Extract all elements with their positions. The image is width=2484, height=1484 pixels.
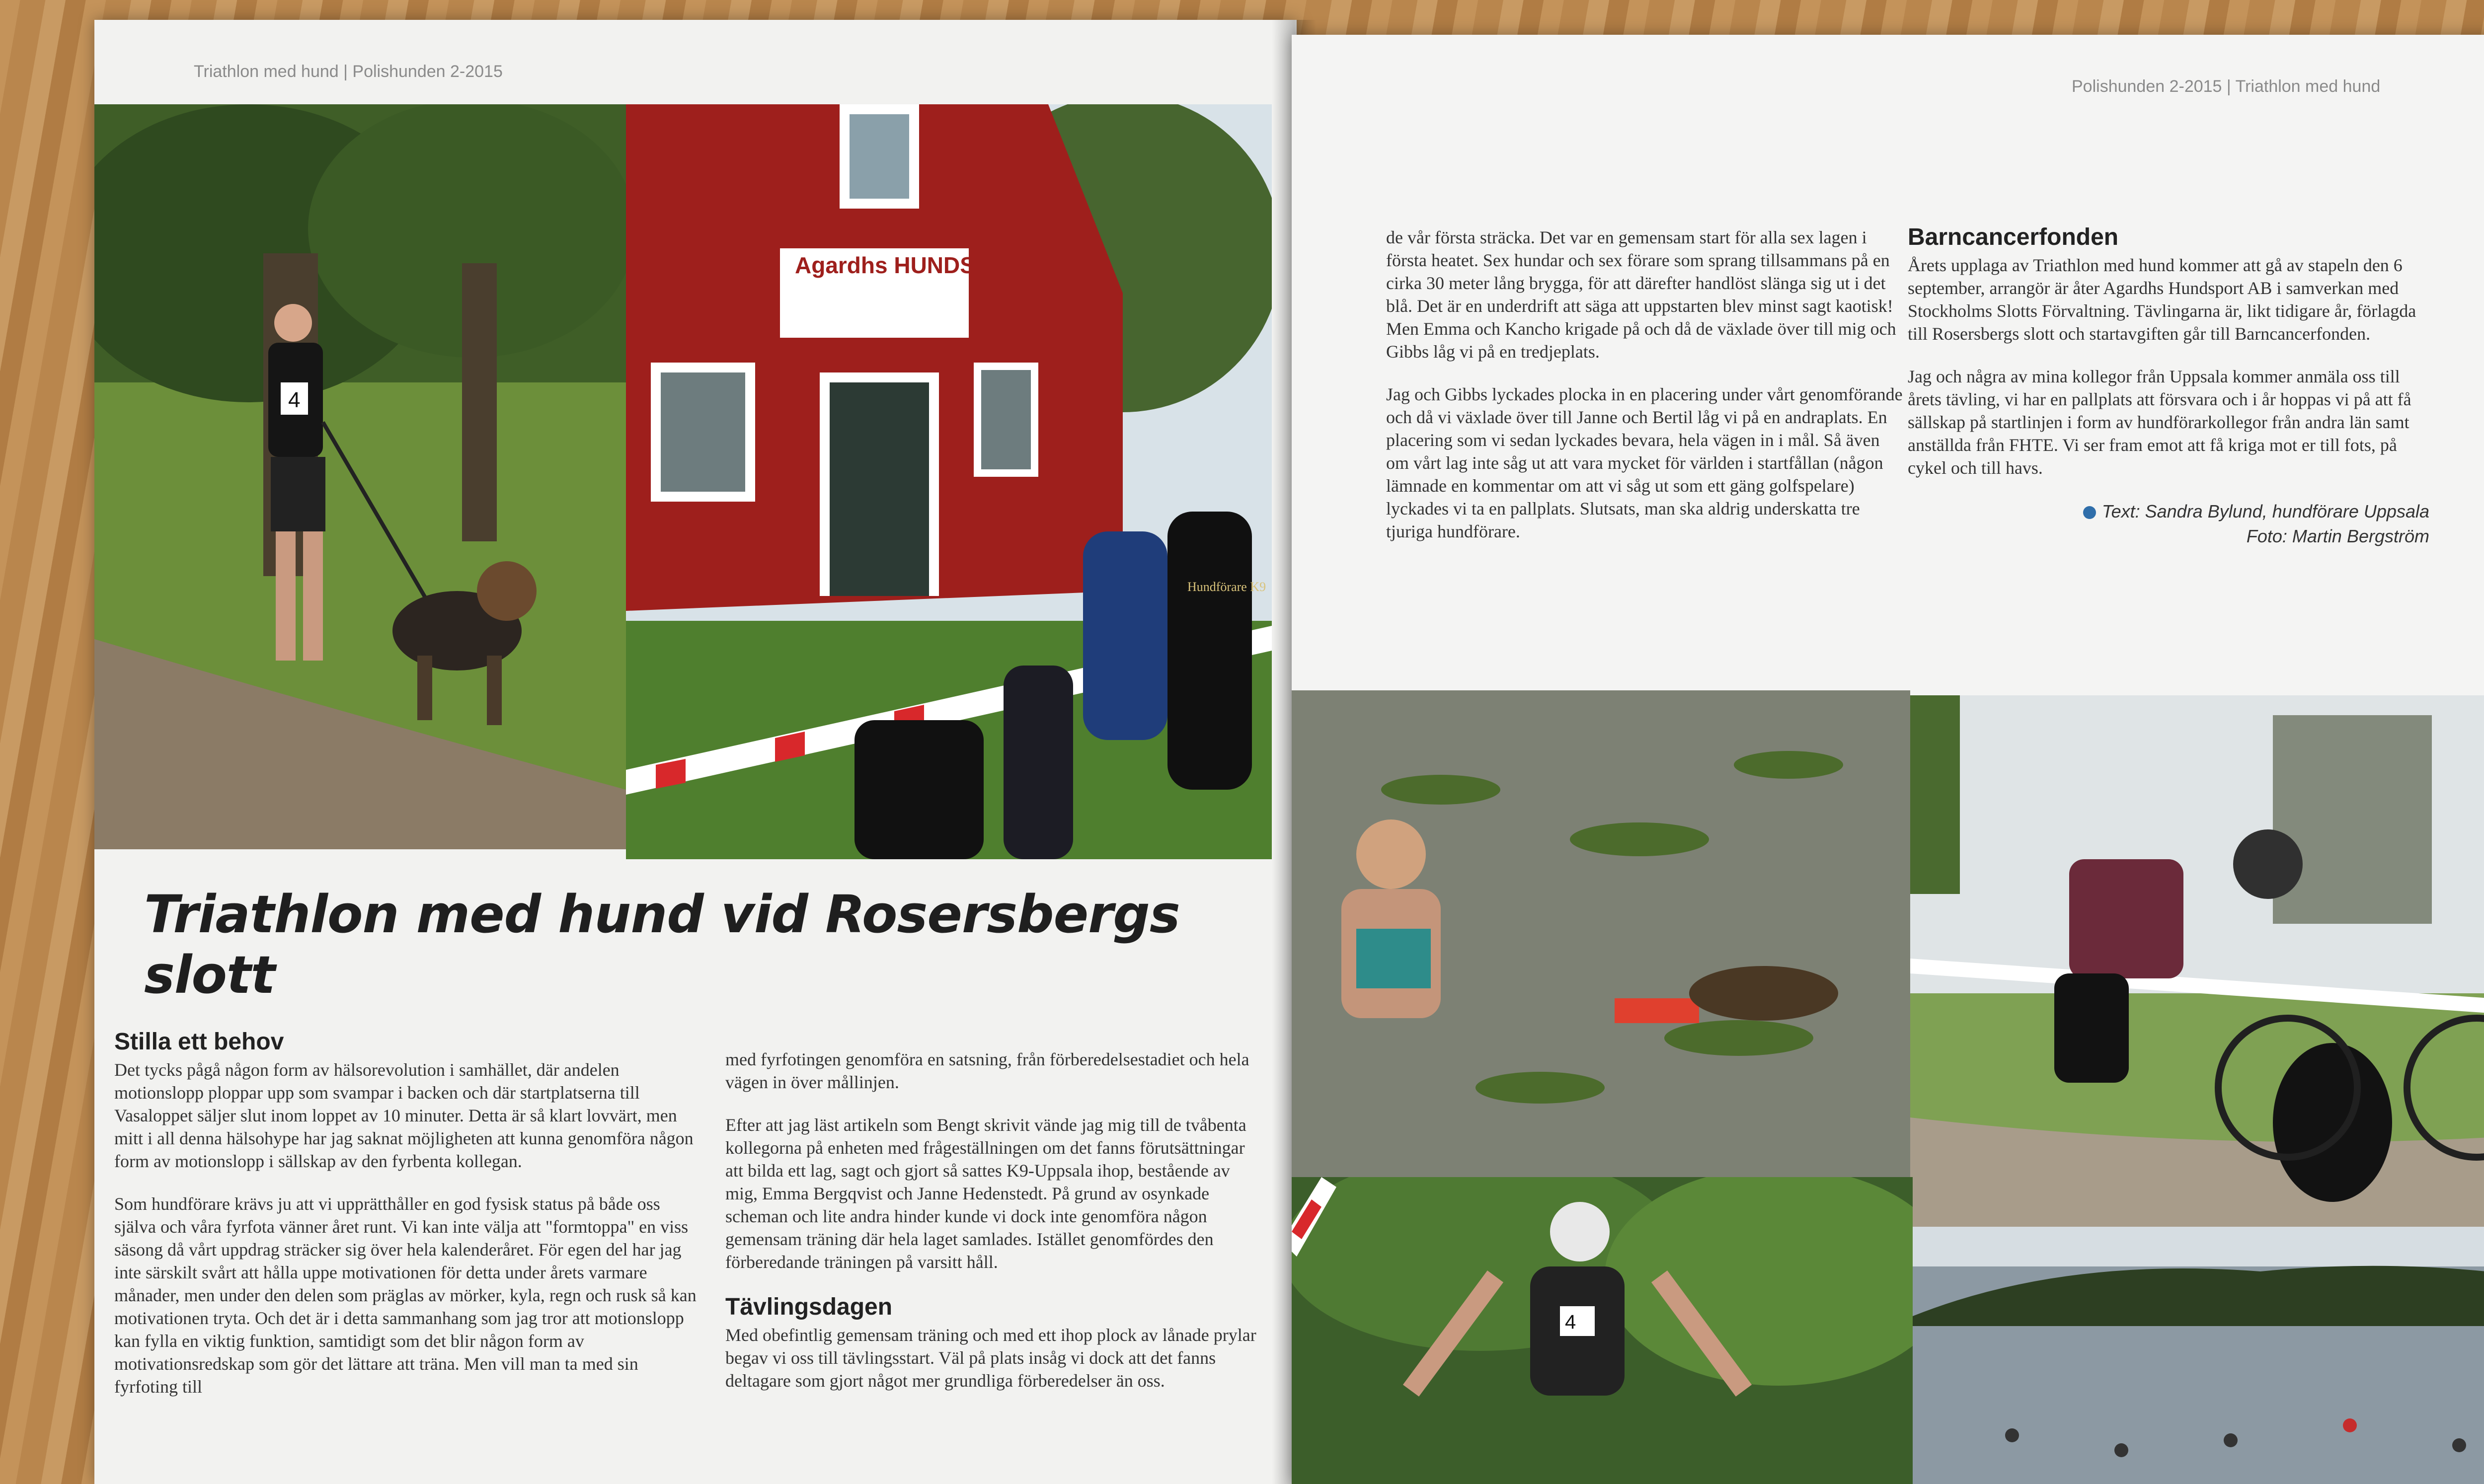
photo-red-barn-hundsport [626, 104, 1272, 859]
paragraph: de vår första sträcka. Det var en gemensam start för alla sex lagen i första heatet. Sex hundar och sex förare som sprang tillsammans på en cirka 30 meter lång brygga, för att därefter handlöst slänga sig ut i det blå. Det är en underdrift att säga att uppstarten blev minst sagt kaotisk! Men Emma och Kancho krigade på och då de växlade över till mig och Gibbs låg vi på en tredjeplats. [1386, 227, 1896, 362]
paragraph: Det tycks pågå någon form av hälsorevolution i samhället, där andelen motionslopp ploppar upp som svampar i backen och där startplatserna till Vasaloppet säljer slut inom loppet av 10 minuter. Detta är så klart lovvärt, men mitt i all denna hälsohype har jag saknat möjligheten att kunna genomföra någon form av motionslopp i sällskap av den fyrbenta kollegan. [114, 1060, 694, 1171]
paragraph: Efter att jag läst artikeln som Bengt skrivit vände jag mig till de tvåbenta kollegorna på enheten med frågeställningen om det fanns förutsättningar att bilda ett lag, sagt och gjort så sattes K9-Uppsala ihop, bestående av mig, Emma Bergqvist och Janne Hedenstedt. På grund av osynkade scheman och lite andra hinder kunde vi dock inte genomföra någon gemensam träning där hela laget samlades. Istället genomfördes den förberedande träningen på varsitt håll. [725, 1115, 1246, 1272]
bullet-dot-icon [2083, 506, 2096, 519]
article-column-2 [725, 1048, 1262, 1412]
right-text-column-2 [1908, 223, 2429, 549]
paragraph: Med obefintlig gemensam träning och med ett ihop plock av lånade prylar begav vi oss till tävlingsstart. Väl på plats insåg vi dock att det fanns deltagare som gjort något mer grundliga förberedelser än oss. [725, 1325, 1256, 1391]
paragraph: Jag och några av mina kollegor från Uppsala kommer anmäla oss till årets tävling, vi har en pallplats att försvara och i år hoppas vi på att få sällskap på startlinjen i form av hundförarkollegor från andra län samt anställda från FHTE. Vi ser fram emot att få kriga mot er till fots, på cykel och till havs. [1908, 367, 2411, 478]
paragraph: Som hundförare krävs ju att vi upprätthåller en god fysisk status på både oss själva och våra fyrfota vänner året runt. Vi kan inte välja att "formtoppa" en viss säsong då vårt uppdrag sträcker sig över hela kalenderåret. För egen del har jag inte särskilt svårt att hålla uppe motivationen för detta under årets varmare månader, men under den delen som präglas av mörker, kyla, regn och rusk så kan motivationen tryta. Och det är i detta sammanhang som jag tror att motionslopp kan fylla en viktig funktion, samtidigt som det blir någon form av motivationsredskap som gör det lättare att träna. Men vill man ta med sin fyrfoting till [114, 1194, 697, 1397]
handler-vest-text: Hundförare K9 [1187, 580, 1266, 594]
right-text-column-1 [1386, 226, 1903, 563]
credit-block [1908, 499, 2429, 549]
paragraph: Årets upplaga av Triathlon med hund kommer att gå av stapeln den 6 september, arrangör är åter Agardhs Hundsport AB i samverkan med Stockholms Slotts Förvaltning. Tävlingarna är, likt tidigare år, förlagda till Rosersbergs slott och startavgiften går till Barncancerfonden. [1908, 255, 2416, 344]
section-heading-barncancerfonden: Barncancerfonden [1908, 224, 2119, 250]
left-magazine-page [94, 20, 1297, 1484]
credit-text: Text: Sandra Bylund, hundförare Uppsala [2101, 501, 2429, 521]
section-heading-tavlingsdagen: Tävlingsdagen [725, 1294, 893, 1320]
photo-cyclist-rider [1292, 1177, 1913, 1484]
paragraph: med fyrfotingen genomföra en satsning, från förberedelsestadiet och hela vägen in över mållinjen. [725, 1049, 1249, 1092]
credit-photo: Foto: Martin Bergström [2246, 526, 2429, 546]
barn-sign-text: Agardhs HUNDSPORT [795, 252, 1039, 278]
article-headline: Triathlon med hund vid Rosersbergs slott [144, 884, 1180, 1005]
paragraph: Jag och Gibbs lyckades plocka in en placering under vårt genomförande och då vi växlade över till Janne och Bertil låg vi på en andraplats. En placering som vi sedan lyckades bevara, hela vägen in i mål. Så även om vårt lag inte såg ut att vara mycket för världen i startfållan (någon lämnade en kommentar om att vi såg ut som ett gäng golfspelare) lyckades vi ta en pallplats. Slutsats, man ska aldrig underskatta tre tjuriga hundförare. [1386, 384, 1903, 541]
running-head-left: Triathlon med hund | Polishunden 2-2015 [194, 62, 503, 81]
runner-bib-number: 4 [288, 388, 301, 412]
running-head-right: Polishunden 2-2015 | Triathlon med hund [2072, 77, 2381, 96]
section-heading-stilla: Stilla ett behov [114, 1029, 284, 1055]
photo-runner-with-dog [94, 104, 626, 849]
photo-cyclist-with-dog [1910, 695, 2484, 1227]
photo-lake-swimmers [1913, 1227, 2484, 1484]
right-magazine-page [1292, 35, 2484, 1484]
photo-swimmer-with-dog [1292, 690, 1910, 1182]
cyclist-bib-number: 4 [1565, 1311, 1576, 1333]
article-column-1 [114, 1028, 705, 1418]
